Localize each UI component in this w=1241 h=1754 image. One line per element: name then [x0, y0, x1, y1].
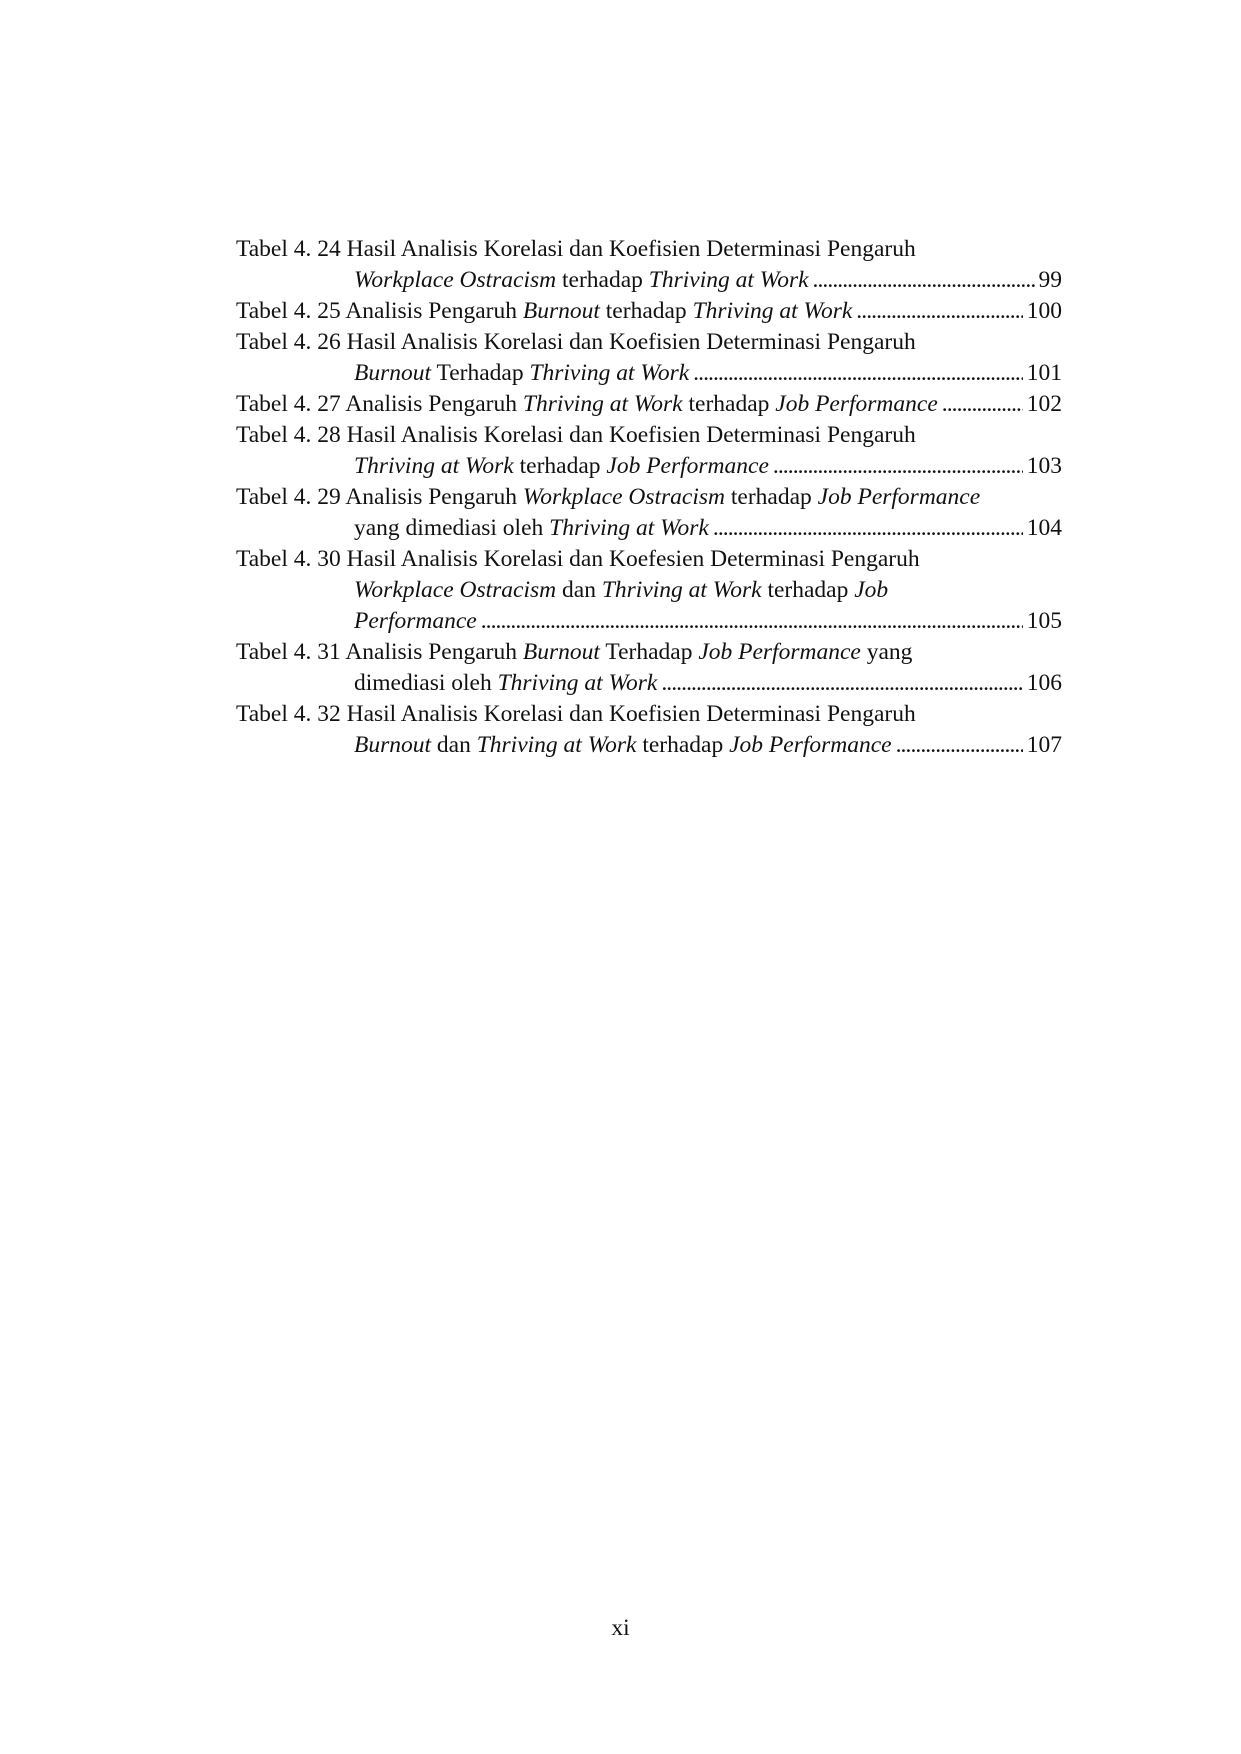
entry-title-text: Hasil Analisis Korelasi dan Koefisien Determinasi Pengaruh: [346, 329, 916, 355]
page-number: 107: [1026, 732, 1062, 758]
page-number: 104: [1026, 515, 1062, 541]
list-of-tables: [236, 234, 1062, 761]
page-number: 102: [1026, 391, 1062, 417]
entry-title-italic: Burnout: [522, 639, 600, 665]
entry-title-italic: Burnout: [354, 360, 432, 386]
entry-title-text: Hasil Analisis Korelasi dan Koefisien Determinasi Pengaruh: [346, 422, 916, 448]
toc-entry-4-26-line1: [236, 327, 1062, 358]
entry-title-text: terhadap: [725, 484, 818, 510]
page-number: 103: [1026, 453, 1062, 479]
entry-title-text: terhadap: [761, 577, 855, 603]
toc-entry-4-27-line1: [236, 389, 1062, 420]
toc-entry-4-32-line2: [236, 730, 1062, 761]
toc-entry-4-31-line2: [236, 668, 1062, 699]
table-label: Tabel 4. 30: [236, 546, 341, 572]
entry-title-text: Terhadap: [599, 639, 699, 665]
entry-title-text: Analisis Pengaruh: [345, 484, 523, 510]
page-folio: xi: [611, 1615, 630, 1641]
entry-title-italic: Workplace Ostracism: [354, 577, 557, 603]
entry-title-text: terhadap: [513, 453, 607, 479]
dot-leader: [773, 451, 1023, 482]
dot-leader: [693, 358, 1023, 389]
table-label: Tabel 4. 31: [236, 639, 341, 665]
entry-title-italic: Thriving at Work: [529, 360, 690, 386]
entry-title-italic: Thriving at Work: [549, 515, 709, 541]
entry-title-text: terhadap: [556, 267, 649, 293]
entry-title-text: Analisis Pengaruh: [345, 298, 523, 324]
entry-title-italic: Burnout: [522, 298, 600, 324]
entry-title-text: terhadap: [682, 391, 776, 417]
entry-title-italic: Thriving at Work: [601, 577, 762, 603]
entry-title-text: dan: [556, 577, 602, 603]
toc-entry-4-24-line1: [236, 234, 1062, 265]
table-label: Tabel 4. 27: [236, 391, 341, 417]
toc-entry-4-25-line1: [236, 296, 1062, 327]
entry-title-italic: Job: [854, 577, 889, 603]
entry-title-italic: Burnout: [354, 732, 432, 758]
table-label: Tabel 4. 26: [236, 329, 341, 355]
entry-title-text: yang dimediasi oleh: [354, 515, 550, 541]
entry-title-text: terhadap: [636, 732, 730, 758]
toc-entry-4-30-line1: [236, 544, 1062, 575]
page-number: 106: [1026, 670, 1062, 696]
entry-title-text: Hasil Analisis Korelasi dan Koefisien Determinasi Pengaruh: [346, 236, 916, 262]
entry-title-italic: Performance: [354, 608, 477, 634]
dot-leader: [942, 389, 1023, 420]
entry-title-italic: Job Performance: [729, 732, 892, 758]
dot-leader: [661, 668, 1022, 699]
entry-title-text: Analisis Pengaruh: [345, 639, 523, 665]
table-label: Tabel 4. 32: [236, 701, 341, 727]
entry-title-italic: Thriving at Work: [522, 391, 683, 417]
table-label: Tabel 4. 28: [236, 422, 341, 448]
entry-title-text: dimediasi oleh: [354, 670, 498, 696]
entry-title-italic: Job Performance: [698, 639, 861, 665]
entry-title-italic: Thriving at Work: [692, 298, 853, 324]
entry-title-text: Hasil Analisis Korelasi dan Koefesien Determinasi Pengaruh: [346, 546, 920, 572]
entry-title-italic: Thriving at Work: [497, 670, 658, 696]
entry-title-text: Terhadap: [431, 360, 530, 386]
page-number: 99: [1038, 267, 1062, 293]
dot-leader: [713, 513, 1023, 544]
entry-title-italic: Job Performance: [775, 391, 938, 417]
entry-title-italic: Thriving at Work: [476, 732, 637, 758]
entry-title-italic: Workplace Ostracism: [522, 484, 726, 510]
dot-leader: [481, 606, 1023, 637]
dot-leader: [896, 730, 1023, 761]
toc-entry-4-30-line2: [236, 575, 1062, 606]
entry-title-italic: Thriving at Work: [648, 267, 809, 293]
entry-title-text: yang: [860, 639, 913, 665]
table-label: Tabel 4. 24: [236, 236, 341, 262]
entry-title-italic: Workplace Ostracism: [354, 267, 557, 293]
page-number: 100: [1026, 298, 1062, 324]
toc-entry-4-24-line2: [236, 265, 1062, 296]
table-label: Tabel 4. 25: [236, 298, 341, 324]
toc-entry-4-31-line1: [236, 637, 1062, 668]
table-label: Tabel 4. 29: [236, 484, 341, 510]
toc-entry-4-28-line2: [236, 451, 1062, 482]
entry-title-text: dan: [431, 732, 477, 758]
entry-title-italic: Thriving at Work: [354, 453, 514, 479]
entry-title-text: Hasil Analisis Korelasi dan Koefisien Determinasi Pengaruh: [346, 701, 916, 727]
toc-entry-4-30-line3: [236, 606, 1062, 637]
toc-entry-4-28-line1: [236, 420, 1062, 451]
toc-entry-4-29-line1: [236, 482, 1062, 513]
entry-title-italic: Job Performance: [817, 484, 981, 510]
page-number: 101: [1026, 360, 1062, 386]
dot-leader: [856, 296, 1022, 327]
toc-entry-4-32-line1: [236, 699, 1062, 730]
entry-title-text: Analisis Pengaruh: [345, 391, 523, 417]
dot-leader: [813, 265, 1035, 296]
toc-entry-4-29-line2: [236, 513, 1062, 544]
page-number: 105: [1026, 608, 1062, 634]
entry-title-italic: Job Performance: [606, 453, 769, 479]
entry-title-text: terhadap: [599, 298, 693, 324]
toc-entry-4-26-line2: [236, 358, 1062, 389]
